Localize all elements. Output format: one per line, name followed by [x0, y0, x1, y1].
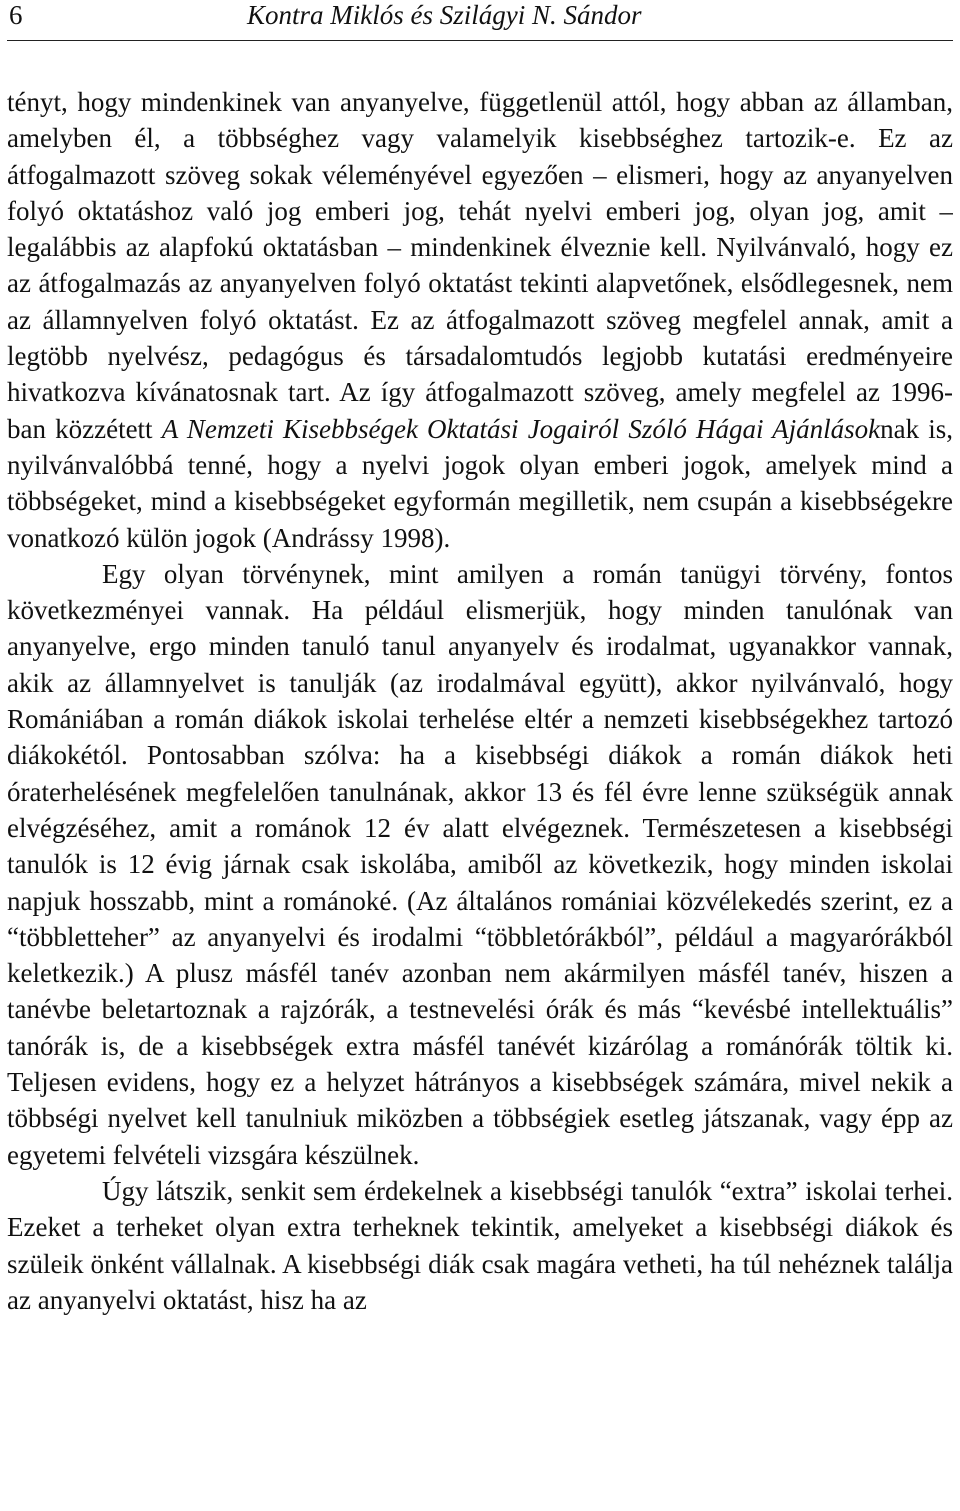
cited-title: A Nemzeti Kisebbségek Oktatási Jogairól Szóló Hágai Ajánlások [161, 413, 881, 444]
running-title: Kontra Miklós és Szilágyi N. Sándor [247, 0, 642, 30]
document-page [7, 0, 953, 1511]
page-number: 6 [9, 0, 23, 30]
paragraph-1-text: tényt, hogy mindenkinek van anyanyelve, függetlenül attól, hogy abban az államban, amelyben él, a többséghez vagy valamelyik kisebbséghez tartozik-e. Ez az átfogalmazott szöveg sokak véleményével egyezően – elismeri, hogy az anyanyelven folyó oktatáshoz való jog emberi jog, tehát nyelvi emberi jog, olyan jog, amit – legalábbis az alapfokú oktatásban – mindenkinek élveznie kell. Nyilvánvaló, hogy ez az átfogalmazás az anyanyelven folyó oktatást tekinti alapvetőnek, elsődlegesnek, nem az államnyelven folyó oktatást. Ez az átfogalmazott szöveg megfelel annak, amit a legtöbb nyelvész, pedagógus és társadalomtudós legjobb kutatási eredményeire hivatkozva kívánatosnak tart. Az így átfogalmazott szöveg, amely megfelel az 1996-ban közzétett [7, 87, 953, 444]
paragraph-1-continued: nak is, nyilvánvalóbbá tenné, hogy a nyelvi jogok olyan emberi jogok, amelyek mind a többségeket, mind a kisebbségeket egyformán megilletik, nem csupán a kisebbségekre vonatkozó külön jogok (Andrássy 1998). [7, 413, 953, 553]
body-text [7, 84, 953, 1318]
paragraph-3: Úgy látszik, senkit sem érdekelnek a kisebbségi tanulók “extra” iskolai terhei. Ezeket a terheket olyan extra terheknek tekintik, amelyeket a kisebbségi diákok és szüleik önként vállalnak. A kisebbségi diák csak magára vetheti, ha túl nehéznek találja az anyanyelvi oktatást, hisz ha az [7, 1175, 953, 1315]
paragraph-1 [7, 84, 953, 556]
paragraph-2: Egy olyan törvénynek, mint amilyen a román tanügyi törvény, fontos következményei vannak. Ha például elismerjük, hogy minden tanulónak van anyanyelve, ergo minden tanuló tanul anyanyelv és irodalmat, ugyanakkor vannak, akik az államnyelvet is tanulják (az irodalmával együtt), akkor nyilvánvaló, hogy Romániában a román diákok iskolai terhelése eltér a nemzeti kisebbségekhez tartozó diákokétól. Pontosabban szólva: ha a kisebbségi diákok a román diákok heti óraterhelésének megfelelően tanulnának, akkor 13 és fél évre lenne szükségük annak elvégzéséhez, amit a románok 12 év alatt elvégeznek. Természetesen a kisebbségi tanulók is 12 évig járnak csak iskolába, amiből az következik, hogy minden iskolai napjuk hosszabb, mint a románoké. (Az általános romániai közvélekedés szerint, ez a “többletteher” az anyanyelvi és irodalmi “többletórákból”, például a magyarórákból keletkezik.) A plusz másfél tanév azonban nem akármilyen másfél tanév, hiszen a tanévbe beletartoznak a rajzórák, a testnevelési órák és más “kevésbé intellektuális” tanórák is, de a kisebbségek extra másfél tanévét kizárólag a románórák töltik ki. Teljesen evidens, hogy ez a helyzet hátrányos a kisebbségek számára, mivel nekik a többségi nyelvet kell tanulniuk miközben a többségiek esetleg játszanak, vagy épp az egyetemi felvételi vizsgára készülnek. [7, 558, 953, 1170]
page-header [7, 0, 953, 41]
